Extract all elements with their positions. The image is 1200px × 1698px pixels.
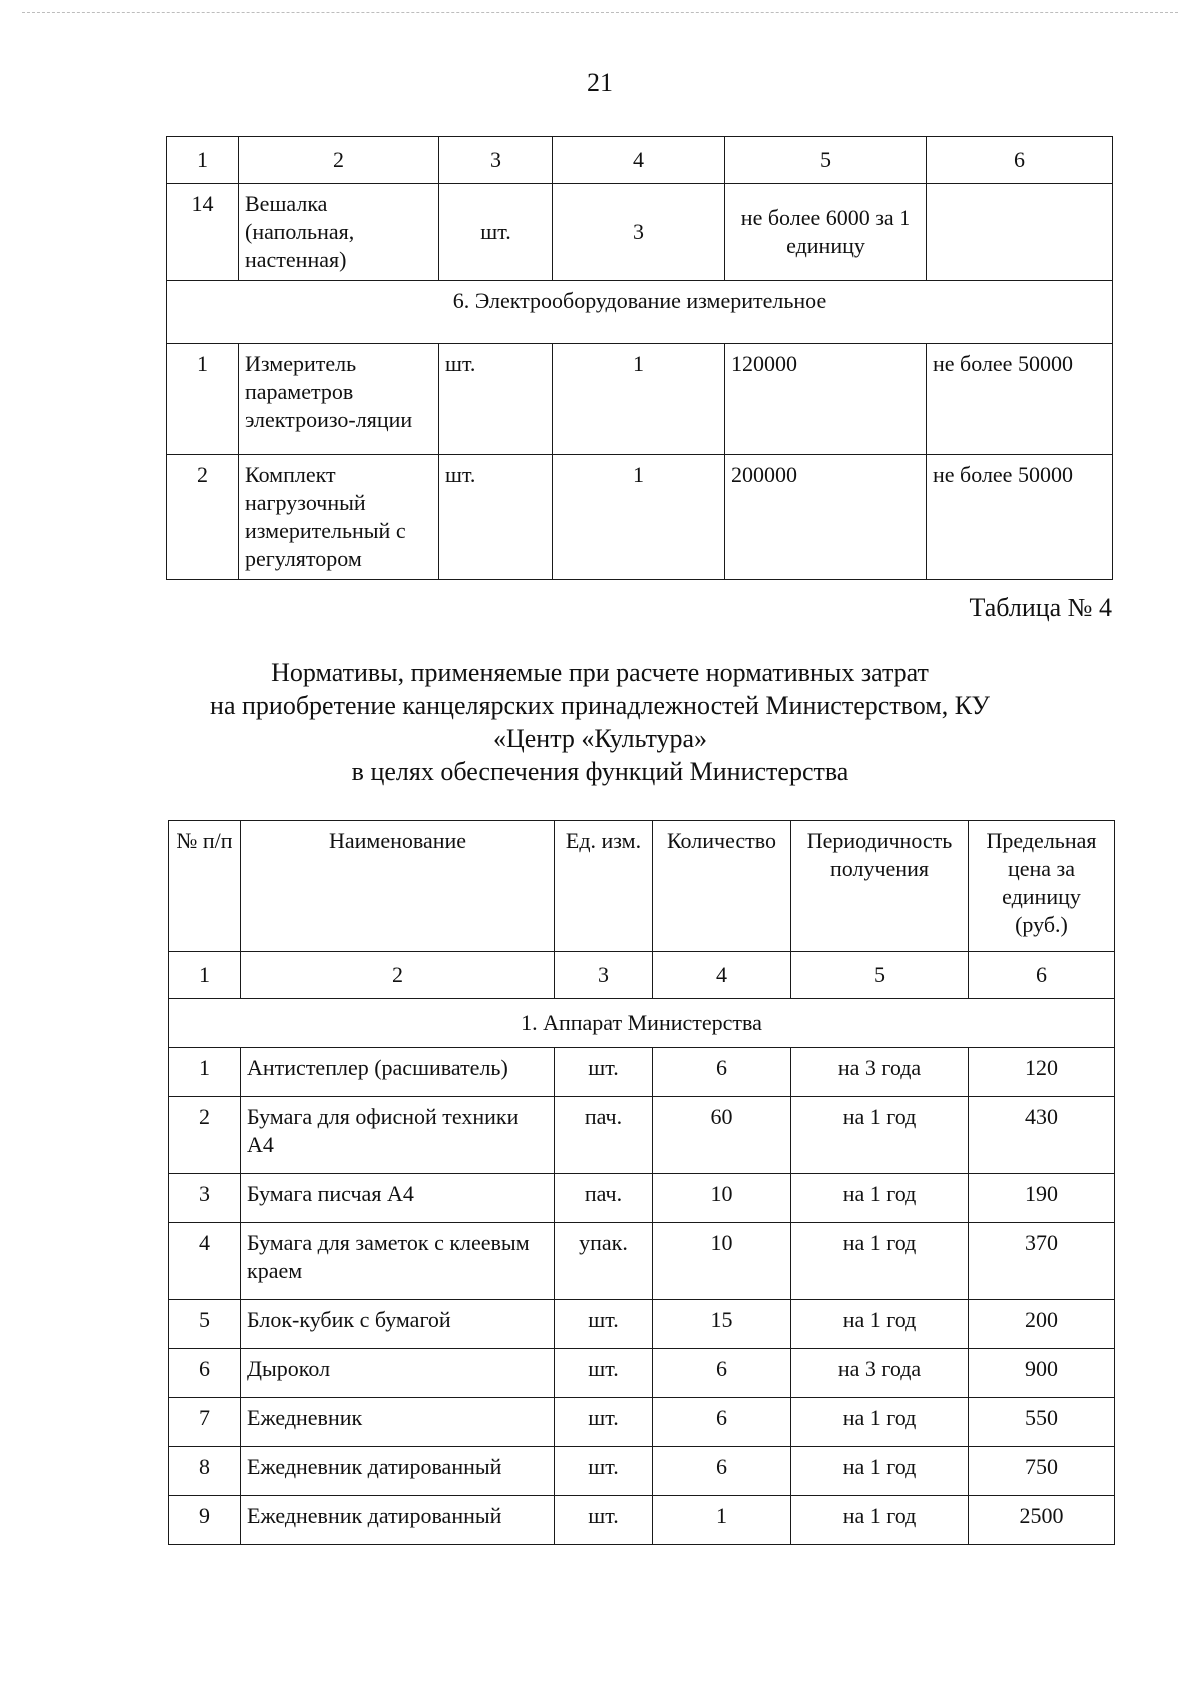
- item-price: 120000: [725, 344, 927, 455]
- header-unit: Ед. изм.: [555, 821, 653, 952]
- table-row: [167, 455, 1113, 580]
- title-line: на приобретение канцелярских принадлежностей Министерством, КУ: [210, 691, 990, 720]
- column-number: 3: [555, 952, 653, 999]
- column-number: 6: [927, 137, 1113, 184]
- row-number: 14: [167, 184, 239, 281]
- item-price: 370: [969, 1223, 1115, 1300]
- item-price: 900: [969, 1349, 1115, 1398]
- item-price: 550: [969, 1398, 1115, 1447]
- item-name: Антистеплер (расшиватель): [241, 1048, 555, 1097]
- page-number: 21: [587, 68, 613, 97]
- item-unit: шт.: [439, 455, 553, 580]
- item-price: 190: [969, 1174, 1115, 1223]
- item-price: 120: [969, 1048, 1115, 1097]
- row-number: 9: [169, 1496, 241, 1545]
- section-row: [167, 281, 1113, 344]
- item-unit: пач.: [555, 1097, 653, 1174]
- title-line: в целях обеспечения функций Министерства: [351, 757, 849, 786]
- row-number: 4: [169, 1223, 241, 1300]
- row-number: 2: [167, 455, 239, 580]
- title-line: Нормативы, применяемые при расчете нормативных затрат: [271, 658, 929, 687]
- column-number: 3: [439, 137, 553, 184]
- item-period: на 1 год: [791, 1496, 969, 1545]
- table-row: [167, 184, 1113, 281]
- item-name: Бумага для офисной техники А4: [241, 1097, 555, 1174]
- table-row: [169, 1223, 1115, 1300]
- table-row: [169, 1300, 1115, 1349]
- row-number: 7: [169, 1398, 241, 1447]
- item-period: на 3 года: [791, 1349, 969, 1398]
- table-row: [169, 1447, 1115, 1496]
- item-extra: не более 50000: [927, 455, 1113, 580]
- main-table: [168, 820, 1115, 1545]
- row-number: 1: [169, 1048, 241, 1097]
- scan-edge-line: [22, 12, 1178, 13]
- column-number: 6: [969, 952, 1115, 999]
- row-number: 6: [169, 1349, 241, 1398]
- item-period: на 1 год: [791, 1447, 969, 1496]
- column-number: 1: [169, 952, 241, 999]
- column-number: 4: [553, 137, 725, 184]
- item-quantity: 60: [653, 1097, 791, 1174]
- item-unit: шт.: [555, 1048, 653, 1097]
- title-line: «Центр «Культура»: [492, 724, 708, 753]
- item-quantity: 6: [653, 1048, 791, 1097]
- column-number: 1: [167, 137, 239, 184]
- item-name: Ежедневник датированный: [241, 1447, 555, 1496]
- item-name: Комплект нагрузочный измерительный с регулятором: [239, 455, 439, 580]
- column-number: 5: [791, 952, 969, 999]
- item-unit: шт.: [555, 1349, 653, 1398]
- section-row: [169, 999, 1115, 1048]
- item-price: 200: [969, 1300, 1115, 1349]
- item-unit: шт.: [439, 344, 553, 455]
- column-number: 2: [241, 952, 555, 999]
- item-quantity: 1: [553, 455, 725, 580]
- item-quantity: 1: [653, 1496, 791, 1545]
- table-row: [169, 1048, 1115, 1097]
- item-period: на 1 год: [791, 1097, 969, 1174]
- document-title: [0, 656, 1200, 788]
- item-period: на 1 год: [791, 1398, 969, 1447]
- item-unit: упак.: [555, 1223, 653, 1300]
- row-number: 2: [169, 1097, 241, 1174]
- item-extra: не более 50000: [927, 344, 1113, 455]
- column-number: 4: [653, 952, 791, 999]
- item-quantity: 10: [653, 1174, 791, 1223]
- item-unit: шт.: [439, 184, 553, 281]
- header-period: Периодичность получения: [791, 821, 969, 952]
- item-price: 200000: [725, 455, 927, 580]
- section-title: 6. Электрооборудование измерительное: [167, 281, 1113, 344]
- section-title: 1. Аппарат Министерства: [169, 999, 1115, 1048]
- item-price: не более 6000 за 1 единицу: [725, 184, 927, 281]
- item-quantity: 15: [653, 1300, 791, 1349]
- item-quantity: 10: [653, 1223, 791, 1300]
- item-period: на 1 год: [791, 1174, 969, 1223]
- table-header-row: [169, 821, 1115, 952]
- column-number: 2: [239, 137, 439, 184]
- table-row: [169, 1398, 1115, 1447]
- row-number: 1: [167, 344, 239, 455]
- item-quantity: 6: [653, 1398, 791, 1447]
- row-number: 3: [169, 1174, 241, 1223]
- item-unit: шт.: [555, 1398, 653, 1447]
- item-name: Блок-кубик с бумагой: [241, 1300, 555, 1349]
- column-number: 5: [725, 137, 927, 184]
- table-header-row: [167, 137, 1113, 184]
- column-numbers-row: [169, 952, 1115, 999]
- table-row: [169, 1097, 1115, 1174]
- item-period: на 3 года: [791, 1048, 969, 1097]
- item-quantity: 6: [653, 1447, 791, 1496]
- header-quantity: Количество: [653, 821, 791, 952]
- table-caption: Таблица № 4: [969, 593, 1112, 622]
- item-unit: шт.: [555, 1447, 653, 1496]
- item-name: Ежедневник датированный: [241, 1496, 555, 1545]
- table-row: [169, 1174, 1115, 1223]
- item-quantity: 1: [553, 344, 725, 455]
- item-quantity: 3: [553, 184, 725, 281]
- row-number: 8: [169, 1447, 241, 1496]
- item-name: Бумага для заметок с клеевым краем: [241, 1223, 555, 1300]
- item-name: Бумага писчая А4: [241, 1174, 555, 1223]
- item-extra: [927, 184, 1113, 281]
- row-number: 5: [169, 1300, 241, 1349]
- table-row: [169, 1496, 1115, 1545]
- header-name: Наименование: [241, 821, 555, 952]
- table-row: [169, 1349, 1115, 1398]
- item-period: на 1 год: [791, 1300, 969, 1349]
- item-unit: шт.: [555, 1496, 653, 1545]
- item-quantity: 6: [653, 1349, 791, 1398]
- item-name: Измеритель параметров электроизо-ляции: [239, 344, 439, 455]
- item-price: 2500: [969, 1496, 1115, 1545]
- item-price: 430: [969, 1097, 1115, 1174]
- item-unit: шт.: [555, 1300, 653, 1349]
- item-name: Ежедневник: [241, 1398, 555, 1447]
- top-table: [166, 136, 1113, 580]
- item-price: 750: [969, 1447, 1115, 1496]
- header-number: № п/п: [169, 821, 241, 952]
- table-row: [167, 344, 1113, 455]
- item-period: на 1 год: [791, 1223, 969, 1300]
- item-name: Вешалка (напольная, настенная): [239, 184, 439, 281]
- header-price: Предельная цена за единицу (руб.): [969, 821, 1115, 952]
- item-name: Дырокол: [241, 1349, 555, 1398]
- item-unit: пач.: [555, 1174, 653, 1223]
